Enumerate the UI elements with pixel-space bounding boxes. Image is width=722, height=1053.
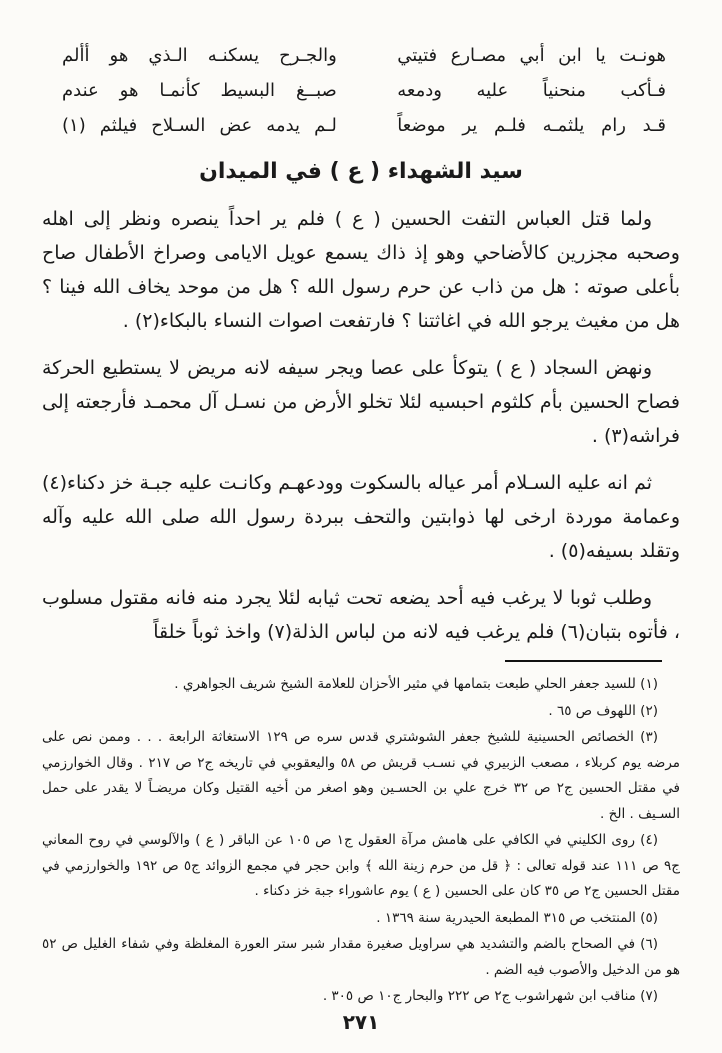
verse-row [62,73,666,108]
hemistich-second: صبــغ البسيط كأنمـا هو عندم [62,80,337,101]
hemistich-first: هونـت يا ابن أبي مصـارع فتيتي [397,45,666,66]
footnote-item: (٥) المنتخب ص ٣١٥ المطبعة الحيدرية سنة ١٣٦٩ . [376,909,658,926]
hemistich-second: لـم يدمه عض السـلاح فيلثم (١) [62,115,337,136]
footnote-item: (٢) اللهوف ص ٦٥ . [548,702,658,719]
body-paragraph: ثم انه عليه السـلام أمر عياله بالسكوت وودعهـم وكانـت عليه جبـة خز دكناء(٤) وعمامة موردة ارخى لها ذوابتين والتحف ببردة رسول الله صلى الله عليه وآله وتقلد بسيفه(٥) . [42,472,680,562]
body-paragraph: وطلب ثوبا لا يرغب فيه أحد يضعه تحت ثيابه لئلا يجرد منه فانه مقتول مسلوب ، فأتوه بتبان(٦) فلم يرغب فيه لانه من لباس الذلة(٧) واخذ ثوباً خلقاً [42,587,680,643]
poem-section [42,38,680,143]
footnote-item: (٦) في الصحاح بالضم والتشديد هي سراويل صغيرة مقدار شبر ستر العورة المغلظة وفي شفاء الغليل ص ٥٢ هو من الدخيل والأصوب فيه الضم . [42,936,680,978]
hemistich-first: فـأكب منحنياً عليه ودمعه [397,80,666,101]
verse-row [62,38,666,73]
hemistich-first: قـد رام يلثمـه فلـم ير موضعاً [397,115,666,136]
footnote-area [42,660,680,1011]
footnote-item: (١) للسيد جعفر الحلي طبعت بتمامها في مثير الأحزان للعلامة الشيخ شريف الجواهري . [174,676,658,692]
body-paragraph: ولما قتل العباس التفت الحسين ( ع ) فلم ير احداً ينصره ونظر إلى اهله وصحبه مجزرين كالأضاحي وهو إذ ذاك يسمع عويل الايامى وصراخ الأطفال صاح بأعلى صوته : هل من ذاب عن حرم رسول الله ؟ هل من موحد يخاف الله فينا ؟ هل من مغيث يرجو الله في اغاثتنا ؟ فارتفعت اصوات النساء بالبكاء(٢) . [42,208,680,332]
footnote-item: (٤) روى الكليني في الكافي على هامش مرآة العقول ج١ ص ١٠٥ عن الباقر ( ع ) والآلوسي في روح المعاني ج٩ ص ١١١ عند قوله تعالى : ﴿ قل من حرم زينة الله ﴾ وابن حجر في مجمع الزوائد ج٥ ص ١٩٢ والخوارزمي في مقتل الحسين ج٢ ص ٣٥ كان على الحسين ( ع ) يوم عاشوراء جبة خز دكناء . [42,832,681,899]
footnote-item: (٣) الخصائص الحسينية للشيخ جعفر الشوشتري قدس سره ص ١٢٩ الاستغاثة الرابعة . . . وممن نص على مرضه يوم كربلاء ، مصعب الزبيري في نسـب قريش ص ٥٨ واليعقوبي في تاريخه ج٢ ص ٢١٧ . وقال الخوارزمي في مقتل الحسين ج٢ ص ٣٢ خرج علي بن الحسـين وهو اصغر من أخيه القتيل وكان مريضـاً لا يقدر على حمل السـيف . الخ . [42,729,681,822]
body-paragraph: ونهض السجاد ( ع ) يتوكأ على عصا ويجر سيفه لانه مريض لا يستطيع الحركة فصاح الحسين بأم كلثوم احبسيه لئلا تخلو الأرض من نسـل آل محمـد فأرجعته إلى فراشه(٣) . [42,357,680,447]
footnote-item: (٧) مناقب ابن شهراشوب ج٢ ص ٢٢٢ والبحار ج١٠ ص ٣٠٥ . [322,988,658,1004]
verse-row [62,108,666,143]
section-heading: سيد الشهداء ( ع ) في الميدان [199,159,523,184]
footnote-separator [505,660,662,662]
hemistich-second: والجـرح يسكنـه الـذي هو أألم [62,45,337,66]
page-number: ٢٧١ [342,1010,380,1034]
